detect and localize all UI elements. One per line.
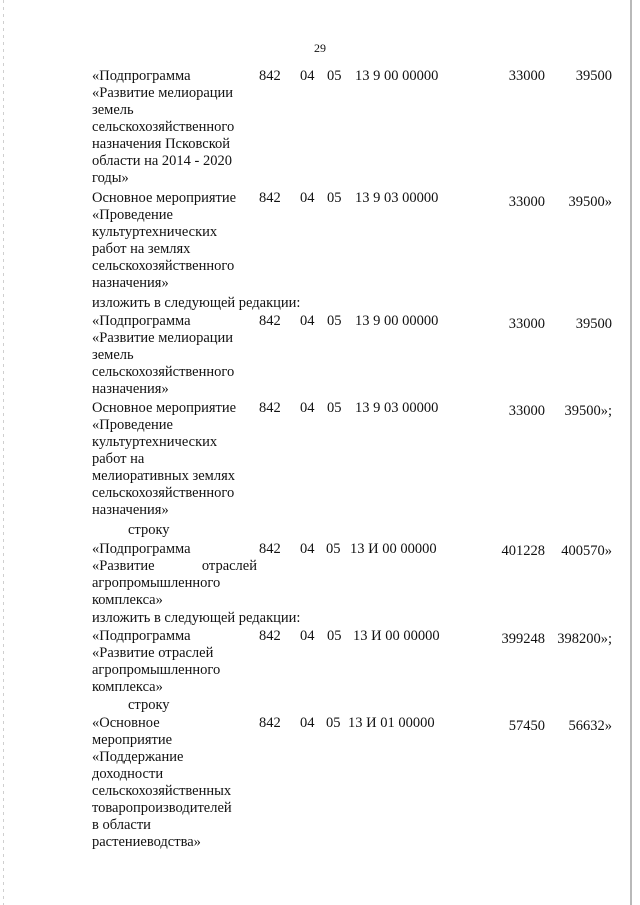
value-2020: 398200»; <box>557 631 612 647</box>
value-2019: 33000 <box>508 316 545 332</box>
name-line: области на 2014 - 2020 <box>92 153 232 169</box>
subsection-code: 05 <box>327 400 342 416</box>
name-line: годы» <box>92 170 129 186</box>
instruction-text: изложить в следующей редакции: <box>92 295 301 311</box>
target-article-code: 13 9 00 00000 <box>355 313 439 329</box>
value-2020: 39500 <box>575 68 612 84</box>
name-line: назначения Псковской <box>92 136 231 152</box>
name-line: «Подпрограмма <box>92 68 191 84</box>
target-article-code: 13 9 03 00000 <box>355 190 439 206</box>
name-line: комплекса» <box>92 592 163 608</box>
section-code: 04 <box>300 400 315 416</box>
section-code: 04 <box>300 715 315 731</box>
name-line: товаропроизводителей <box>92 800 232 816</box>
target-article-code: 13 9 03 00000 <box>355 400 439 416</box>
scan-edge-right <box>630 0 632 905</box>
name-line: назначения» <box>92 275 169 291</box>
name-line: «Поддержание <box>92 749 184 765</box>
name-line: назначения» <box>92 381 169 397</box>
name-line: «Развитие мелиорации <box>92 330 234 346</box>
value-2019: 33000 <box>508 68 545 84</box>
value-2020: 39500 <box>575 316 612 332</box>
target-article-code: 13 И 01 00000 <box>348 715 435 731</box>
name-line: сельскохозяйственного <box>92 258 235 274</box>
row-name <box>92 190 257 292</box>
name-line: сельскохозяйственных <box>92 783 232 799</box>
name-line: доходности <box>92 766 164 782</box>
instruction-text: изложить в следующей редакции: <box>92 610 301 626</box>
name-line: мероприятие <box>92 732 173 748</box>
name-line: агропромышленного <box>92 575 221 591</box>
org-code: 842 <box>259 715 281 731</box>
page-number: 29 <box>314 41 326 55</box>
subsection-code: 05 <box>327 313 342 329</box>
section-code: 04 <box>300 628 315 644</box>
org-code: 842 <box>259 400 281 416</box>
name-line: культуртехнических <box>92 434 218 450</box>
name-line: «Развитие отраслей <box>92 645 214 661</box>
name-line: в области <box>92 817 151 833</box>
name-line: «Развитие отраслей <box>92 558 257 574</box>
name-line: комплекса» <box>92 679 163 695</box>
name-line: Основное мероприятие <box>92 400 237 416</box>
name-line: растениеводства» <box>92 834 201 850</box>
target-article-code: 13 И 00 00000 <box>350 541 437 557</box>
name-line: сельскохозяйственного <box>92 364 235 380</box>
value-2020: 400570» <box>561 543 612 559</box>
name-line: назначения» <box>92 502 169 518</box>
subsection-code: 05 <box>327 628 342 644</box>
name-line: сельскохозяйственного <box>92 485 235 501</box>
value-2020: 39500» <box>568 194 612 210</box>
name-line: работ на <box>92 451 145 467</box>
subsection-code: 05 <box>327 68 342 84</box>
name-line: Основное мероприятие <box>92 190 237 206</box>
section-code: 04 <box>300 68 315 84</box>
subsection-code: 05 <box>326 715 341 731</box>
org-code: 842 <box>259 190 281 206</box>
org-code: 842 <box>259 313 281 329</box>
org-code: 842 <box>259 628 281 644</box>
value-2019: 33000 <box>508 194 545 210</box>
value-2019: 33000 <box>508 403 545 419</box>
org-code: 842 <box>259 541 281 557</box>
target-article-code: 13 9 00 00000 <box>355 68 439 84</box>
name-line: «Подпрограмма <box>92 313 191 329</box>
name-line: мелиоративных землях <box>92 468 235 484</box>
instruction-text: строку <box>128 522 170 538</box>
row-name <box>92 628 257 696</box>
name-line: земель <box>92 102 134 118</box>
name-line: «Проведение <box>92 417 173 433</box>
section-code: 04 <box>300 313 315 329</box>
value-2019: 399248 <box>501 631 545 647</box>
name-line: «Проведение <box>92 207 173 223</box>
target-article-code: 13 И 00 00000 <box>353 628 440 644</box>
value-2019: 401228 <box>501 543 545 559</box>
section-code: 04 <box>300 541 315 557</box>
value-2019: 57450 <box>508 718 545 734</box>
section-code: 04 <box>300 190 315 206</box>
value-2020: 39500»; <box>564 403 612 419</box>
name-line: агропромышленного <box>92 662 221 678</box>
value-2020: 56632» <box>568 718 612 734</box>
name-line: «Основное <box>92 715 160 731</box>
scan-edge <box>3 0 4 905</box>
name-line: культуртехнических <box>92 224 218 240</box>
subsection-code: 05 <box>326 541 341 557</box>
subsection-code: 05 <box>327 190 342 206</box>
row-name <box>92 400 257 519</box>
row-name <box>92 68 257 187</box>
name-line: земель <box>92 347 134 363</box>
instruction-text: строку <box>128 697 170 713</box>
row-name <box>92 715 257 851</box>
name-line: сельскохозяйственного <box>92 119 235 135</box>
name-line: «Развитие мелиорации <box>92 85 234 101</box>
name-line: работ на землях <box>92 241 191 257</box>
name-line: «Подпрограмма <box>92 628 191 644</box>
org-code: 842 <box>259 68 281 84</box>
row-name <box>92 313 257 398</box>
name-line: «Подпрограмма <box>92 541 191 557</box>
row-name <box>92 541 257 609</box>
